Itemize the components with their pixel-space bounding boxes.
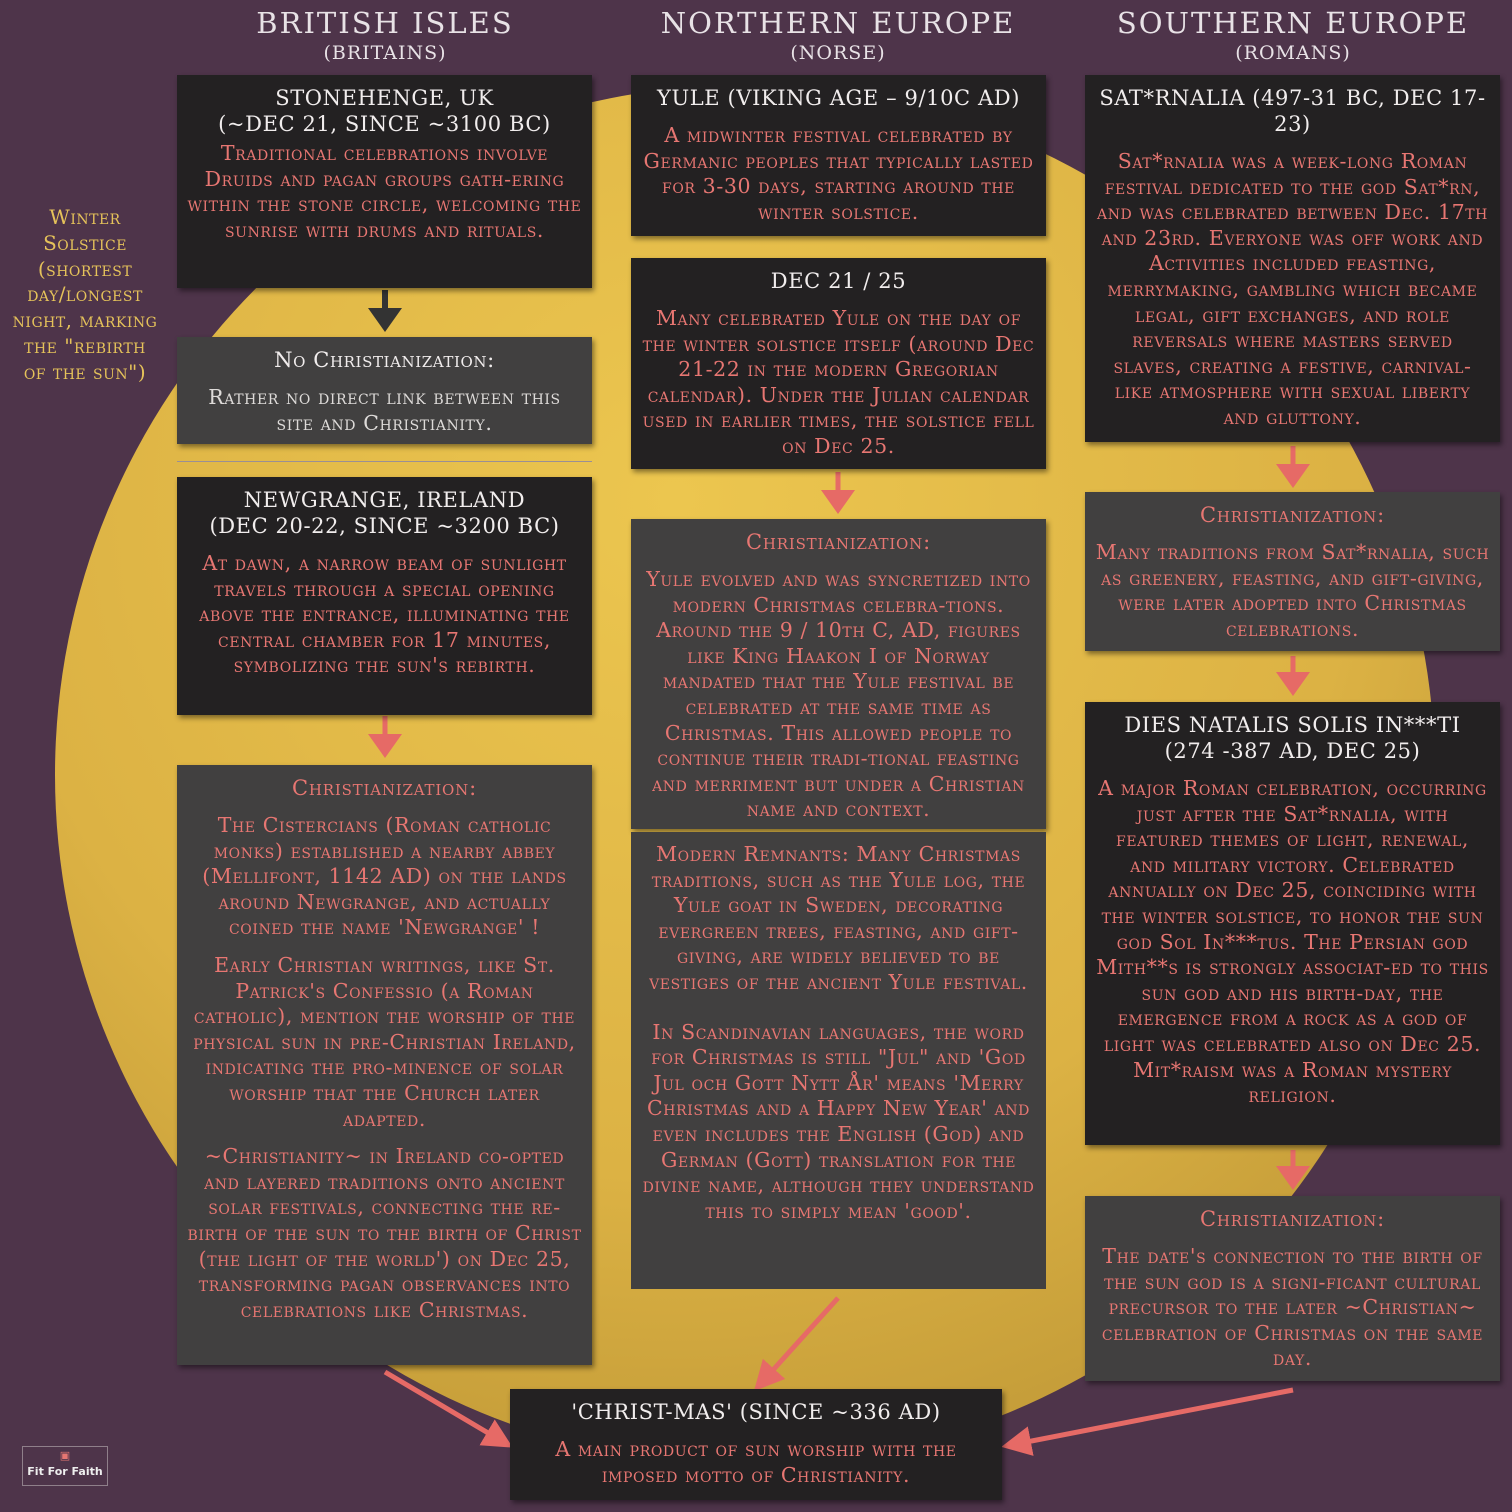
box-title: Christianization: bbox=[746, 530, 931, 554]
box-title: No Christianization: bbox=[274, 348, 495, 372]
column-title: NORTHERN EUROPE bbox=[660, 6, 1016, 40]
box-text: A main product of sun worship with the imposed motto of Christianity. bbox=[555, 1437, 957, 1487]
column-header-british bbox=[175, 6, 595, 66]
box-text: ~Christianity~ in Ireland co-opted and layered traditions onto ancient solar festivals, connecting the re-birth of the sun to the birth of Christ (the light of the world') on Dec 25, transforming pagan observances into celebrations like Christmas. bbox=[187, 1144, 582, 1322]
box-text: At dawn, a narrow beam of sunlight travels through a special opening above the entrance, illuminating the central chamber for 17 minutes, symbolizing the sun's rebirth. bbox=[199, 551, 570, 678]
box-text: The date's connection to the birth of the sun god is a signi-ficant cultural precursor to the later ~Christian~ celebration of Christmas on the same day. bbox=[1101, 1244, 1484, 1371]
box-text: Early Christian writings, like St. Patrick's Confessio (a Roman catholic), mention the worship of the physical sun in pre-Christian Ireland, indicating the pro-minence of solar worship that the Church later adapted. bbox=[193, 952, 576, 1131]
box-text: Rather no direct link between this site and Christianity. bbox=[208, 385, 561, 435]
box-title: SAT*RNALIA (497-31 BC, DEC 17-23) bbox=[1099, 86, 1486, 136]
newgrange-box bbox=[177, 477, 592, 715]
column-subtitle: (ROMANS) bbox=[1235, 42, 1351, 64]
box-title: 'CHRIST-MAS' (SINCE ~336 AD) bbox=[571, 1400, 941, 1424]
dec-21-25-box bbox=[631, 258, 1046, 469]
column-subtitle: (BRITAINS) bbox=[323, 42, 447, 64]
winter-solstice-label: Winter Solstice (shortest day/longest night, marking the "rebirth of the sun") bbox=[12, 205, 158, 384]
column-title: SOUTHERN EUROPE bbox=[1116, 6, 1470, 40]
box-title: NEWGRANGE, IRELAND bbox=[243, 488, 526, 512]
box-text: In Scandinavian languages, the word for Christmas is still "Jul" and 'God Jul och Gott Nytt År' means 'Merry Christmas and a Happy New Year' and even includes the English (God) and German (Gott) translation for the divine name, although they understand this to simply mean 'good'. bbox=[642, 1019, 1035, 1223]
box-title: Christianization: bbox=[1200, 1207, 1385, 1231]
box-text: Traditional celebrations involve Druids and pagan groups gath-ering within the stone circle, welcoming the sunrise with drums and rituals. bbox=[187, 141, 582, 242]
yule-box bbox=[631, 75, 1046, 236]
box-text: Many traditions from Sat*rnalia, such as greenery, feasting, and gift-giving, were later adopted into Christmas celebrations. bbox=[1095, 540, 1490, 641]
box-subtitle: (274 -387 AD, DEC 25) bbox=[1164, 739, 1421, 763]
column-subtitle: (NORSE) bbox=[790, 42, 886, 64]
fit-for-faith-logo bbox=[22, 1446, 108, 1486]
box-subtitle: (DEC 20-22, SINCE ~3200 BC) bbox=[209, 514, 560, 538]
divider bbox=[177, 461, 592, 462]
box-title: DEC 21 / 25 bbox=[770, 269, 907, 293]
dies-christianization-box bbox=[1085, 1196, 1500, 1381]
saturnalia-box bbox=[1085, 75, 1500, 442]
box-text: Yule evolved and was syncretized into modern Christmas celebra-tions. Around the 9 / 10th C, AD, figures like King Haakon I of Norway mandated that the Yule festival be celebrated at the same time as Christmas. This allowed people to continue their tradi-tional feasting and merriment but under a Christian name and context. bbox=[646, 567, 1031, 822]
saturnalia-christianization-box bbox=[1085, 492, 1500, 651]
newgrange-christianization-box bbox=[177, 765, 592, 1365]
dies-natalis-box bbox=[1085, 702, 1500, 1145]
box-title: DIES NATALIS SOLIS IN***TI bbox=[1124, 713, 1461, 737]
box-title: STONEHENGE, UK bbox=[275, 86, 494, 110]
box-subtitle: (~DEC 21, SINCE ~3100 BC) bbox=[218, 112, 551, 136]
column-title: BRITISH ISLES bbox=[256, 6, 514, 40]
box-title: YULE (VIKING AGE – 9/10C AD) bbox=[657, 86, 1020, 110]
column-header-southern bbox=[1083, 6, 1503, 66]
stonehenge-box bbox=[177, 75, 592, 288]
box-text: Modern Remnants: Many Christmas traditions, such as the Yule log, the Yule goat in Sweden, decorating evergreen trees, feasting, and gift-giving, are widely believed to be vestiges of the ancient Yule festival. bbox=[649, 842, 1028, 994]
box-text: The Cistercians (Roman catholic monks) established a nearby abbey (Mellifont, 1142 AD) on the lands around Newgrange, and actually coined the name 'Newgrange' ! bbox=[202, 813, 567, 940]
box-text: Sat*rnalia was a week-long Roman festival dedicated to the god Sat*rn, and was celebrated between Dec. 17th and 23rd. Everyone was off work and Activities included feasting, merrymaking, gambling which became legal, gift exchanges, and role reversals where masters served slaves, creating a festive, carnival-like atmosphere with sexual liberty and gluttony. bbox=[1096, 149, 1488, 429]
modern-remnants-box bbox=[631, 832, 1046, 1289]
yule-christianization-box bbox=[631, 519, 1046, 829]
box-text: A major Roman celebration, occurring just after the Sat*rnalia, with featured themes of light, renewal, and military victory. Celebrated annually on Dec 25, coinciding with the winter solstice, to honor the sun god Sol In***tus. The Persian god Mith**s is strongly associat-ed to this sun god and his birth-day, the emergence from a rock as a god of light was celebrated also on Dec 25. Mit*raism was a Roman mystery religion. bbox=[1096, 776, 1489, 1108]
box-title: Christianization: bbox=[1200, 503, 1385, 527]
box-text: Many celebrated Yule on the day of the winter solstice itself (around Dec 21-22 in the modern Gregorian calendar). Under the Julian calendar used in earlier times, the solstice fell on Dec 25. bbox=[642, 306, 1035, 458]
arrow-southern-to-christmas bbox=[1016, 1390, 1293, 1444]
gift-icon: ▣ bbox=[59, 1449, 71, 1462]
box-title: Christianization: bbox=[292, 776, 477, 800]
column-header-northern bbox=[628, 6, 1048, 66]
christmas-box bbox=[510, 1389, 1002, 1500]
logo-text: Fit For Faith bbox=[27, 1465, 103, 1478]
no-christianization-box bbox=[177, 337, 592, 444]
box-text: A midwinter festival celebrated by Germanic peoples that typically lasted for 3-30 days, starting around the winter solstice. bbox=[643, 123, 1034, 224]
